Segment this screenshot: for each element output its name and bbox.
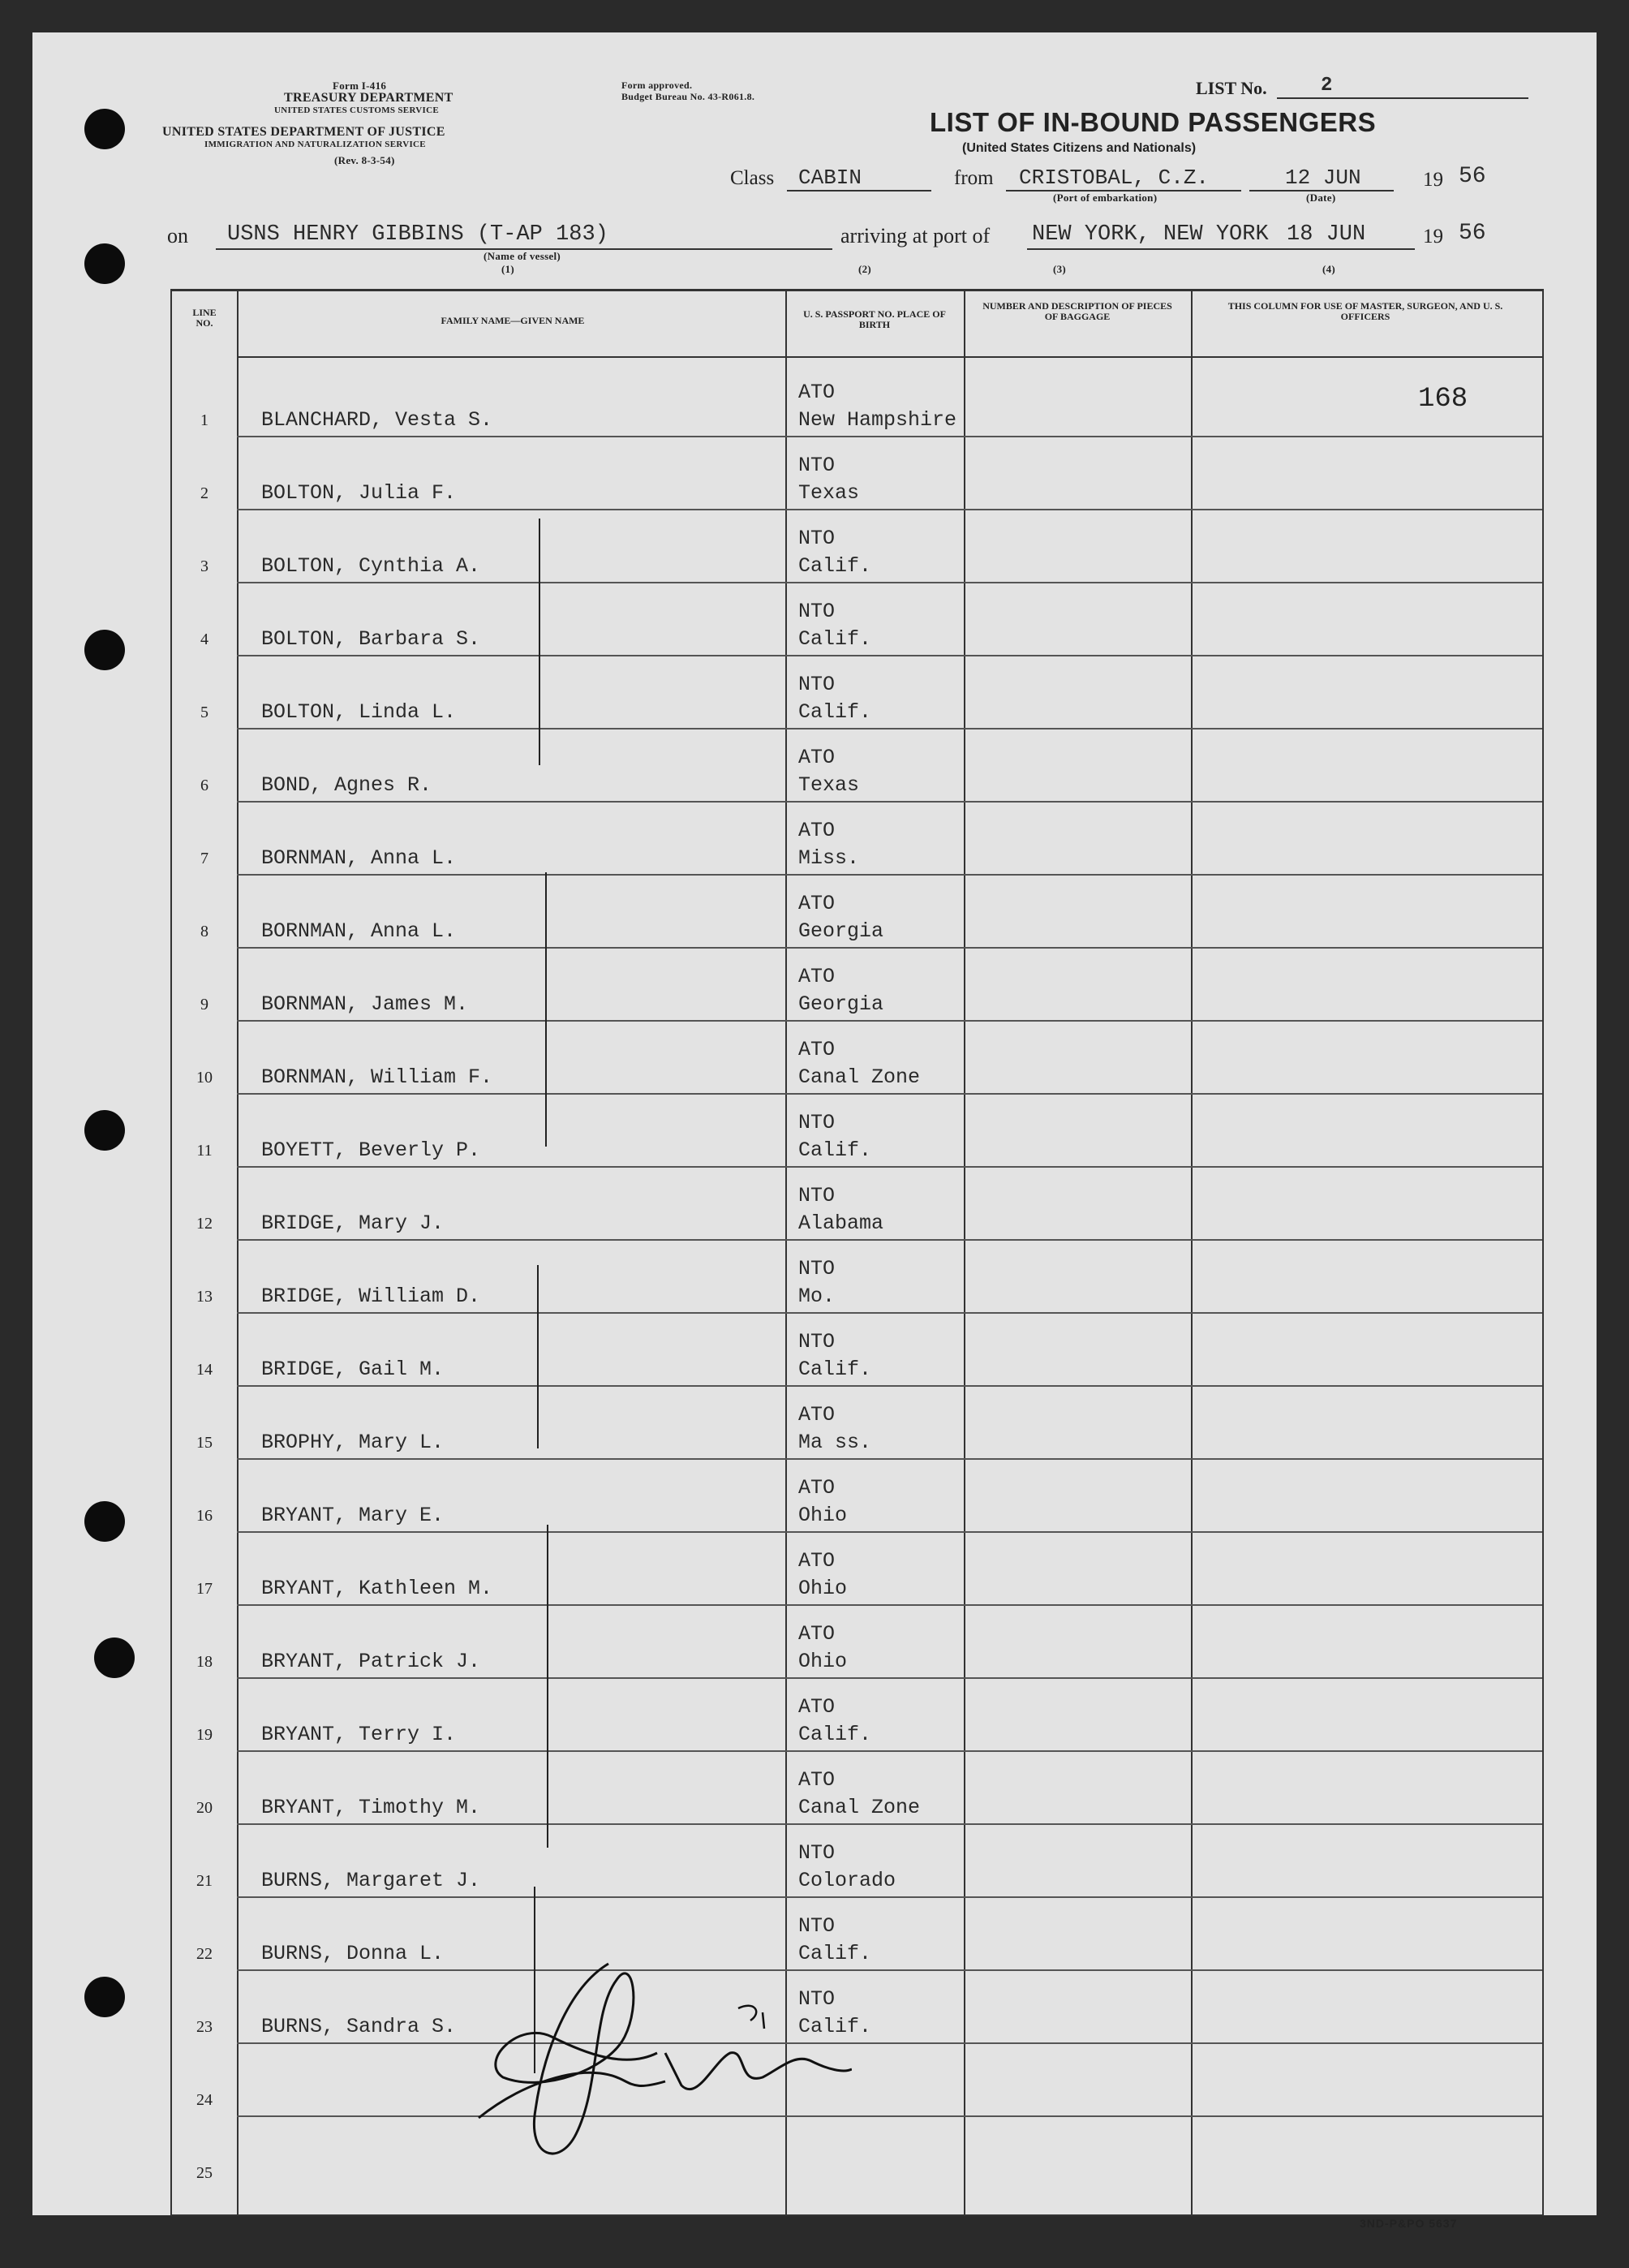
table-row [172,1022,1542,1095]
passenger-name: BRIDGE, William D. [261,1285,481,1308]
arriving-label: arriving at port of [840,224,991,247]
passenger-name: BOND, Agnes R. [261,773,432,797]
place-of-birth: Calif. [798,1358,872,1381]
customs-service: UNITED STATES CUSTOMS SERVICE [274,105,440,115]
line-number: 17 [196,1580,213,1598]
passport-code: NTO [798,1841,836,1865]
table-row [172,1095,1542,1168]
place-of-birth: Georgia [798,919,884,943]
col-header-officers: THIS COLUMN FOR USE OF MASTER, SURGEON, AND U. S. OFFICERS [1227,300,1503,322]
place-of-birth: Canal Zone [798,1065,921,1089]
place-of-birth: New Hampshire [798,408,957,432]
table-row [172,2117,1542,2190]
passenger-name: BORNMAN, Anna L. [261,919,457,943]
table-row [172,949,1542,1022]
passenger-name: BOLTON, Cynthia A. [261,554,481,578]
passport-code: NTO [798,1111,836,1134]
passenger-name: BLANCHARD, Vesta S. [261,408,493,432]
table-row [172,437,1542,510]
line-number: 19 [196,1726,213,1744]
footer-code: 3ND-P&PO 5637 [1360,2217,1458,2230]
line-number: 25 [196,2164,213,2182]
place-of-birth: Calif. [798,700,872,724]
from-caption: (Port of embarkation) [1053,192,1158,204]
passenger-name: BURNS, Sandra S. [261,2015,457,2038]
passenger-name: BRYANT, Terry I. [261,1723,457,1746]
punch-hole [84,1977,125,2017]
passport-code: NTO [798,673,836,696]
passport-code: ATO [798,819,836,842]
column-number-4: (4) [1322,263,1336,275]
passenger-name: BROPHY, Mary L. [261,1431,445,1454]
table-row [172,1606,1542,1679]
year-prefix-2: 19 [1423,226,1443,247]
date2-value: 18 JUN [1287,222,1366,247]
punch-hole [84,1501,125,1542]
table-row [172,1679,1542,1752]
line-number: 15 [196,1434,213,1452]
passport-code: ATO [798,1549,836,1573]
table-row [172,364,1542,437]
table-row [172,1241,1542,1314]
document-subtitle: (United States Citizens and Nationals) [962,141,1197,155]
place-of-birth: Calif. [798,2015,872,2038]
line-number: 9 [200,996,208,1013]
year-2: 56 [1459,221,1486,246]
passenger-name: BOYETT, Beverly P. [261,1138,481,1162]
punch-hole [84,243,125,284]
treasury-dept: TREASURY DEPARTMENT [284,91,453,105]
place-of-birth: Calif. [798,627,872,651]
passenger-name: BRYANT, Patrick J. [261,1650,481,1673]
passport-code: ATO [798,892,836,915]
revision: (Rev. 8-3-54) [334,154,395,166]
form-number: Form I-416 [333,80,387,92]
punch-hole [84,1110,125,1151]
passport-code: ATO [798,381,836,404]
passenger-name: BRYANT, Timothy M. [261,1796,481,1819]
from-label: from [954,167,994,189]
line-number: 22 [196,1945,213,1963]
passport-code: ATO [798,1403,836,1427]
place-of-birth: Texas [798,481,860,505]
on-label: on [167,224,188,247]
justice-dept: UNITED STATES DEPARTMENT OF JUSTICE [162,125,445,139]
passenger-name: BRIDGE, Mary J. [261,1211,445,1235]
passenger-name: BORNMAN, William F. [261,1065,493,1089]
passport-code: NTO [798,600,836,623]
line-number: 7 [200,850,208,867]
place-of-birth: Ohio [798,1650,848,1673]
col-header-baggage: NUMBER AND DESCRIPTION OF PIECES OF BAGGAGE [982,300,1172,322]
passenger-name: BORNMAN, Anna L. [261,846,457,870]
family-bracket [537,1265,539,1448]
line-number: 20 [196,1799,213,1817]
list-no-value: 2 [1321,75,1333,97]
col-header-line-no: LINE NO. [192,307,217,329]
passport-code: ATO [798,1038,836,1061]
class-label: Class [730,167,775,189]
table-row [172,1971,1542,2044]
place-of-birth: Ma ss. [798,1431,872,1454]
place-of-birth: Ohio [798,1577,848,1600]
passenger-table [170,289,1544,2216]
table-row [172,1898,1542,1971]
line-number: 13 [196,1288,213,1306]
column-number-2: (2) [858,263,872,275]
document-page [32,32,1597,2230]
passport-code: ATO [798,1622,836,1646]
line-number: 3 [200,557,208,575]
form-approved: Form approved. [621,80,693,91]
passport-code: ATO [798,1695,836,1719]
date-caption: (Date) [1306,192,1336,204]
column-number-1: (1) [501,263,515,275]
place-of-birth: Texas [798,773,860,797]
passport-code: ATO [798,1768,836,1792]
table-row [172,729,1542,803]
vessel-caption: (Name of vessel) [484,250,561,262]
year-prefix-1: 19 [1423,169,1443,191]
passport-code: NTO [798,1257,836,1280]
passport-code: NTO [798,1330,836,1353]
line-number: 1 [200,411,208,429]
table-row [172,1752,1542,1825]
line-number: 2 [200,484,208,502]
table-row [172,2044,1542,2117]
officer-note: 168 [1418,384,1468,415]
line-number: 10 [196,1069,213,1087]
passenger-name: BURNS, Donna L. [261,1942,445,1965]
date1-value: 12 JUN [1285,166,1361,190]
class-value: CABIN [798,166,862,190]
class-underline [787,190,931,192]
from-value: CRISTOBAL, C.Z. [1019,166,1210,190]
arrival-underline [1027,248,1415,250]
handwritten-signature [471,1931,852,2191]
budget-bureau: Budget Bureau No. 43-R061.8. [621,91,755,102]
line-number: 16 [196,1507,213,1525]
passport-code: ATO [798,1476,836,1500]
table-row [172,1168,1542,1241]
place-of-birth: Calif. [798,554,872,578]
passenger-name: BOLTON, Linda L. [261,700,457,724]
list-no-label: LIST No. [1196,78,1267,98]
punch-hole [84,630,125,670]
passenger-name: BOLTON, Barbara S. [261,627,481,651]
vessel-name: USNS HENRY GIBBINS (T-AP 183) [227,222,608,247]
table-row [172,1460,1542,1533]
passport-code: ATO [798,965,836,988]
passenger-name: BRYANT, Mary E. [261,1504,445,1527]
table-row [172,583,1542,656]
line-number: 12 [196,1215,213,1233]
table-row [172,656,1542,729]
passenger-name: BRIDGE, Gail M. [261,1358,445,1381]
punch-hole [94,1638,135,1678]
table-row [172,1387,1542,1460]
table-row [172,1314,1542,1387]
place-of-birth: Calif. [798,1138,872,1162]
line-number: 5 [200,704,208,721]
year-1: 56 [1459,164,1486,189]
punch-hole [84,109,125,149]
place-of-birth: Miss. [798,846,860,870]
header-divider [237,356,1542,358]
line-number: 11 [196,1142,213,1160]
line-number: 18 [196,1653,213,1671]
line-number: 23 [196,2018,213,2036]
passenger-name: BURNS, Margaret J. [261,1869,481,1892]
place-of-birth: Calif. [798,1942,872,1965]
passenger-name: BORNMAN, James M. [261,992,469,1016]
family-bracket [547,1525,548,1848]
passport-code: NTO [798,1184,836,1207]
line-number: 6 [200,777,208,794]
document-title: LIST OF IN-BOUND PASSENGERS [930,107,1377,137]
column-number-3: (3) [1053,263,1067,275]
passport-code: ATO [798,746,836,769]
passport-code: NTO [798,1914,836,1938]
passport-code: NTO [798,1987,836,2011]
list-no-underline [1277,97,1528,99]
line-number: 14 [196,1361,213,1379]
arrival-port: NEW YORK, NEW YORK [1032,222,1269,247]
ins-service: IMMIGRATION AND NATURALIZATION SERVICE [204,140,426,149]
passenger-name: BRYANT, Kathleen M. [261,1577,493,1600]
family-bracket [545,872,547,1147]
line-number: 8 [200,923,208,940]
line-number: 24 [196,2091,213,2109]
place-of-birth: Colorado [798,1869,896,1892]
place-of-birth: Calif. [798,1723,872,1746]
place-of-birth: Ohio [798,1504,848,1527]
place-of-birth: Alabama [798,1211,884,1235]
passport-code: NTO [798,454,836,477]
col-header-name: FAMILY NAME—GIVEN NAME [441,315,585,326]
table-row [172,803,1542,876]
place-of-birth: Georgia [798,992,884,1016]
passenger-name: BOLTON, Julia F. [261,481,457,505]
col-header-passport: U. S. PASSPORT NO. PLACE OF BIRTH [803,308,946,330]
place-of-birth: Mo. [798,1285,836,1308]
family-bracket [539,519,540,765]
table-row [172,1825,1542,1898]
passport-code: NTO [798,527,836,550]
place-of-birth: Canal Zone [798,1796,921,1819]
table-row [172,876,1542,949]
line-number: 4 [200,630,208,648]
table-row [172,510,1542,583]
table-row [172,1533,1542,1606]
line-number: 21 [196,1872,213,1890]
